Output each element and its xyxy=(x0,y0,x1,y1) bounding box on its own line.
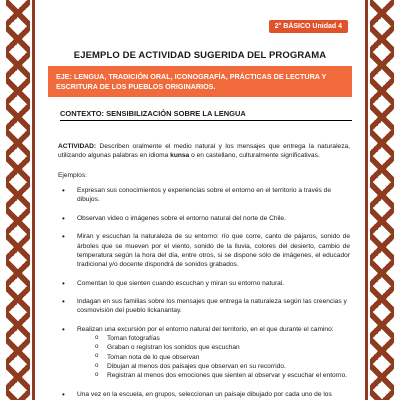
examples-label: Ejemplos: xyxy=(58,171,87,179)
excursion-steps-list xyxy=(77,334,350,381)
activity-text-before: Describen oralmente el medio natural y los mensajes que entrega la naturaleza, utilizando algunas palabras en idioma xyxy=(58,143,350,160)
examples-list xyxy=(58,186,350,399)
sub-list-item: o Registran al menos dos emociones que sienten al observar y escuchar el entorno. xyxy=(95,371,350,380)
list-item: • Comentan lo que sienten cuando escuchan y miran su entorno natural. xyxy=(58,279,350,288)
activity-paragraph xyxy=(58,142,350,161)
list-item: • Expresan sus conocimientos y experiencias sobre el entorno en el territorio a través de dibujos. xyxy=(58,186,350,205)
list-item: • Observan video o imágenes sobre el entorno natural del norte de Chile. xyxy=(58,214,350,223)
decorative-border-left xyxy=(6,0,30,400)
list-item: • Una vez en la escuela, en grupos, seleccionan un paisaje dibujado por cada uno de los xyxy=(58,390,350,399)
page-title: EJEMPLO DE ACTIVIDAD SUGERIDA DEL PROGRAMA xyxy=(73,50,327,61)
activity-text-after: o en castellano, culturalmente significativas. xyxy=(189,152,320,160)
decorative-border-right xyxy=(370,0,394,400)
activity-label: ACTIVIDAD: xyxy=(58,143,97,150)
activity-content xyxy=(58,142,350,408)
border-line-right xyxy=(365,0,368,400)
sub-list-item: o Toman fotografías xyxy=(95,334,350,343)
list-item: • Miran y escuchan la naturaleza de su entorno: río que corre, canto de pájaros, sonido de árboles que se mueven por el viento, sonido de la lluvia, colores del desierto, cambio de temperatura según la hora del día, entre otros, si se dispone sólo de imágenes, el educador tradicional y/o docente dispondrá de sonidos grabados. xyxy=(58,232,350,269)
activity-keyword: kunsa xyxy=(170,152,190,160)
sub-list-item: o Graban o registran los sonidos que escuchan xyxy=(95,343,350,352)
context-heading: CONTEXTO: SENSIBILIZACIÓN SOBRE LA LENGUA xyxy=(60,109,352,121)
axis-banner: EJE: LENGUA, TRADICIÓN ORAL, ICONOGRAFÍA, PRÁCTICAS DE LECTURA Y ESCRITURA DE LOS PUEBLOS ORIGINARIOS. xyxy=(48,66,352,97)
sub-list-item: o Toman nota de lo que observan xyxy=(95,353,350,362)
list-item: • Indagan en sus familias sobre los mensajes que entrega la naturaleza según las creencias y cosmovisión del pueblo lickanantay. xyxy=(58,297,350,316)
border-line-left xyxy=(32,0,35,400)
grade-unit-badge: 2° BÁSICO Unidad 4 xyxy=(269,20,348,33)
list-item: • Realizan una excursión por el entorno natural del territorio, en el que durante el camino: o Toman fotografías o Graban o registran los sonidos que escuchan o Toman nota de lo que observan o Dibujan al menos dos paisajes que observan en su recorrido. o Registran al menos dos emociones que sienten al observar y escuchar el entorno. xyxy=(58,325,350,381)
sub-list-item: o Dibujan al menos dos paisajes que observan en su recorrido. xyxy=(95,362,350,371)
